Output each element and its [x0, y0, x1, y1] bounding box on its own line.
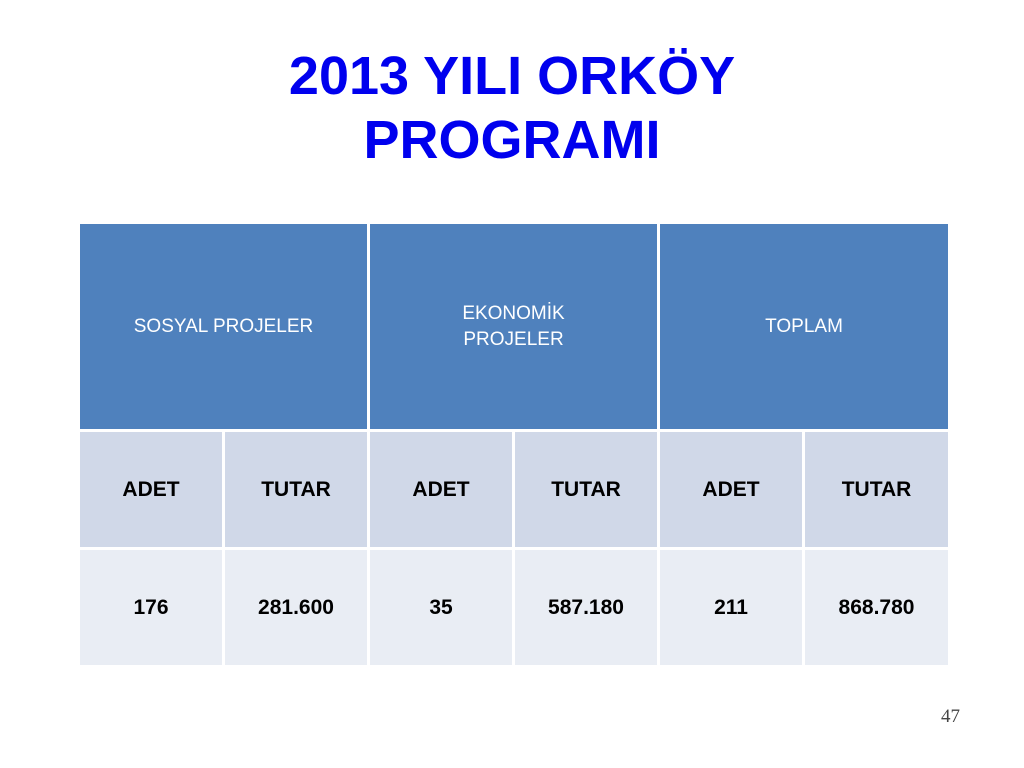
header-toplam: TOPLAM [659, 223, 950, 431]
subheader-cell: ADET [79, 431, 224, 549]
subheader-cell: TUTAR [224, 431, 369, 549]
subheader-cell: ADET [659, 431, 804, 549]
slide-title [0, 44, 1024, 172]
value-cell: 211 [659, 549, 804, 667]
value-cell: 868.780 [804, 549, 950, 667]
subheader-cell: TUTAR [514, 431, 659, 549]
value-cell: 176 [79, 549, 224, 667]
table-value-row [79, 549, 950, 667]
subheader-cell: TUTAR [804, 431, 950, 549]
page-number: 47 [941, 706, 960, 727]
subheader-cell: ADET [369, 431, 514, 549]
header-ekonomik-projeler-label: EKONOMİK PROJELER [462, 302, 565, 350]
table-subheader-row [79, 431, 950, 549]
value-cell: 281.600 [224, 549, 369, 667]
program-table [77, 221, 951, 668]
table-header-row [79, 223, 950, 431]
value-cell: 35 [369, 549, 514, 667]
slide-title-line2: PROGRAMI [363, 110, 661, 170]
slide-title-line1: 2013 YILI ORKÖY [288, 46, 736, 106]
header-sosyal-projeler: SOSYAL PROJELER [79, 223, 369, 431]
value-cell: 587.180 [514, 549, 659, 667]
header-ekonomik-projeler [369, 223, 659, 431]
